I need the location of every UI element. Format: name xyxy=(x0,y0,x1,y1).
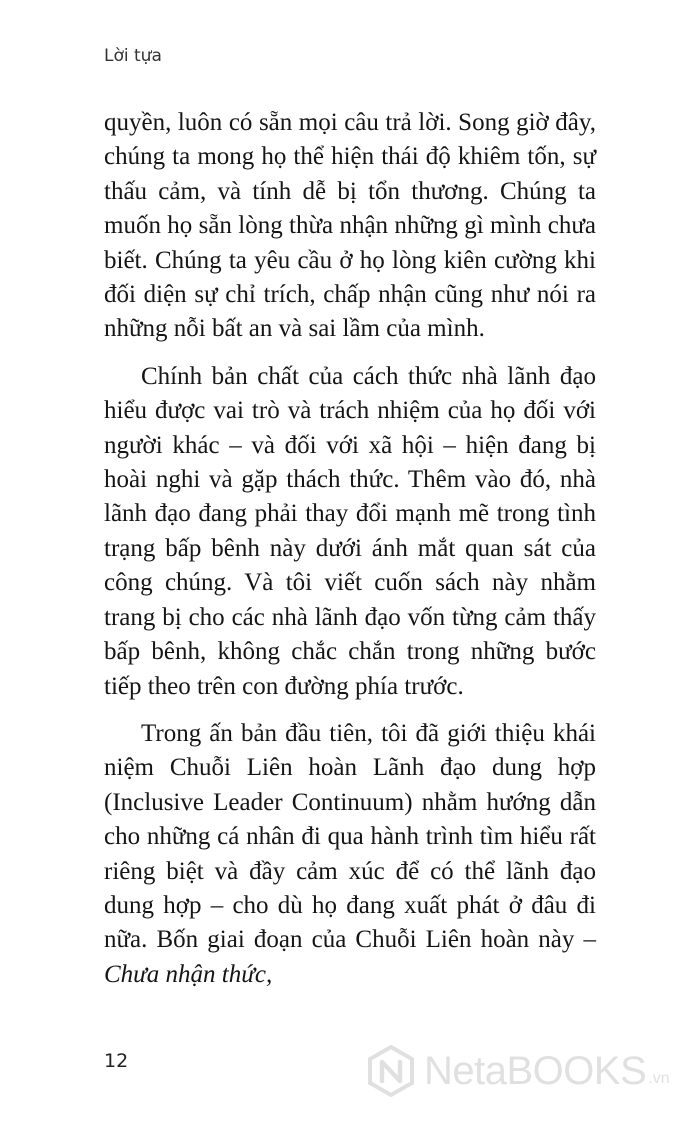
running-head: Lời tựa xyxy=(104,46,162,66)
paragraph-3 xyxy=(104,717,596,992)
watermark-suffix: .vn xyxy=(648,1070,670,1087)
paragraph-3-italic: Chưa nhận thức, xyxy=(104,960,273,988)
watermark xyxy=(364,1044,670,1098)
body-text xyxy=(104,106,596,1005)
page-number: 12 xyxy=(104,1050,129,1072)
paragraph-2: Chính bản chất của cách thức nhà lãnh đạo hiểu được vai trò và trách nhiệm của họ đối với người khác – và đối với xã hội – hiện đang bị hoài nghi và gặp thách thức. Thêm vào đó, nhà lãnh đạo đang phải thay đổi mạnh mẽ trong tình trạng bấp bênh này dưới ánh mắt quan sát của công chúng. Và tôi viết cuốn sách này nhằm trang bị cho các nhà lãnh đạo vốn từng cảm thấy bấp bênh, không chắc chắn trong những bước tiếp theo trên con đường phía trước. xyxy=(104,362,596,700)
paragraph-3-text: Trong ấn bản đầu tiên, tôi đã giới thiệu khái niệm Chuỗi Liên hoàn Lãnh đạo dung hợp (Inclusive Leader Continuum) nhằm hướng dẫn cho những cá nhân đi qua hành trình tìm hiểu rất riêng biệt và đầy cảm xúc để có thể lãnh đạo dung hợp – cho dù họ đang xuất phát ở đâu đi nữa. Bốn giai đoạn của Chuỗi Liên hoàn này – xyxy=(104,719,596,954)
watermark-brand: NetaBOOKS xyxy=(424,1048,647,1093)
netabooks-logo-icon xyxy=(364,1044,418,1098)
paragraph-1: quyền, luôn có sẵn mọi câu trả lời. Song giờ đây, chúng ta mong họ thể hiện thái độ khiêm tốn, sự thấu cảm, và tính dễ bị tổn thương. Chúng ta muốn họ sẵn lòng thừa nhận những gì mình chưa biết. Chúng ta yêu cầu ở họ lòng kiên cường khi đối diện sự chỉ trích, chấp nhận cũng như nói ra những nỗi bất an và sai lầm của mình. xyxy=(104,109,596,343)
